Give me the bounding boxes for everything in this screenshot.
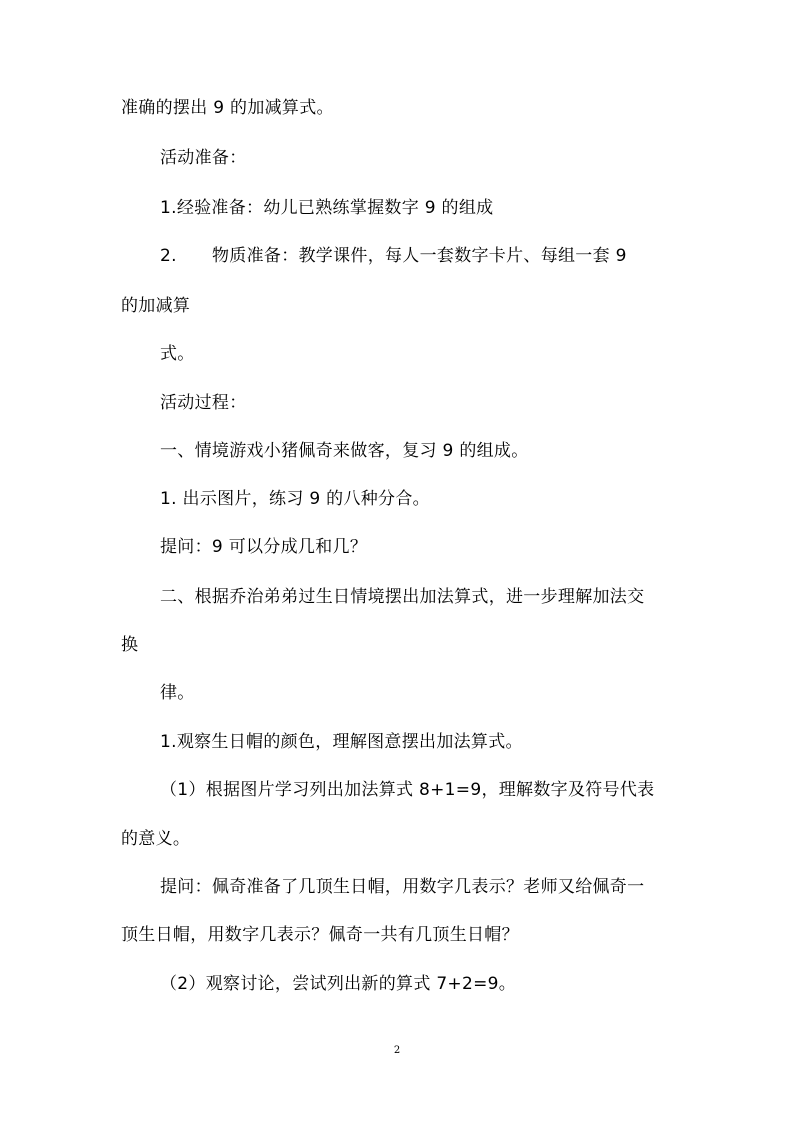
text-line: 的加减算 xyxy=(121,296,191,316)
page-number: 2 xyxy=(393,1045,401,1056)
text-line: 一、情境游戏小猪佩奇来做客，复习 9 的组成。 xyxy=(160,441,529,461)
text-line: 的意义。 xyxy=(121,829,191,849)
text-line: 提问：佩奇准备了几顶生日帽，用数字几表示？老师又给佩奇一 xyxy=(160,877,645,897)
list-text: 物质准备：教学课件，每人一套数字卡片、每组一套 9 xyxy=(212,246,627,266)
text-line: （1）根据图片学习列出加法算式 8+1=9，理解数字及符号代表 xyxy=(160,780,655,800)
text-line: 式。 xyxy=(160,344,195,364)
text-line: 1.经验准备：幼儿已熟练掌握数字 9 的组成 xyxy=(160,198,494,218)
text-line: 提问：9 可以分成几和几？ xyxy=(160,537,368,557)
text-line: 二、根据乔治弟弟过生日情境摆出加法算式，进一步理解加法交 xyxy=(160,587,645,607)
section-heading: 活动准备： xyxy=(160,148,247,168)
text-line: （2）观察讨论，尝试列出新的算式 7+2=9。 xyxy=(160,974,517,994)
text-line: 1. 出示图片，练习 9 的八种分合。 xyxy=(160,489,430,509)
text-line: 换 xyxy=(121,635,139,655)
text-line: 律。 xyxy=(160,683,195,703)
text-line: 准确的摆出 9 的加减算式。 xyxy=(121,98,334,118)
section-heading: 活动过程： xyxy=(160,393,247,413)
text-line: 1.观察生日帽的颜色，理解图意摆出加法算式。 xyxy=(160,732,523,752)
list-number: 2. xyxy=(160,246,177,266)
text-line: 顶生日帽，用数字几表示？佩奇一共有几顶生日帽？ xyxy=(121,925,519,945)
